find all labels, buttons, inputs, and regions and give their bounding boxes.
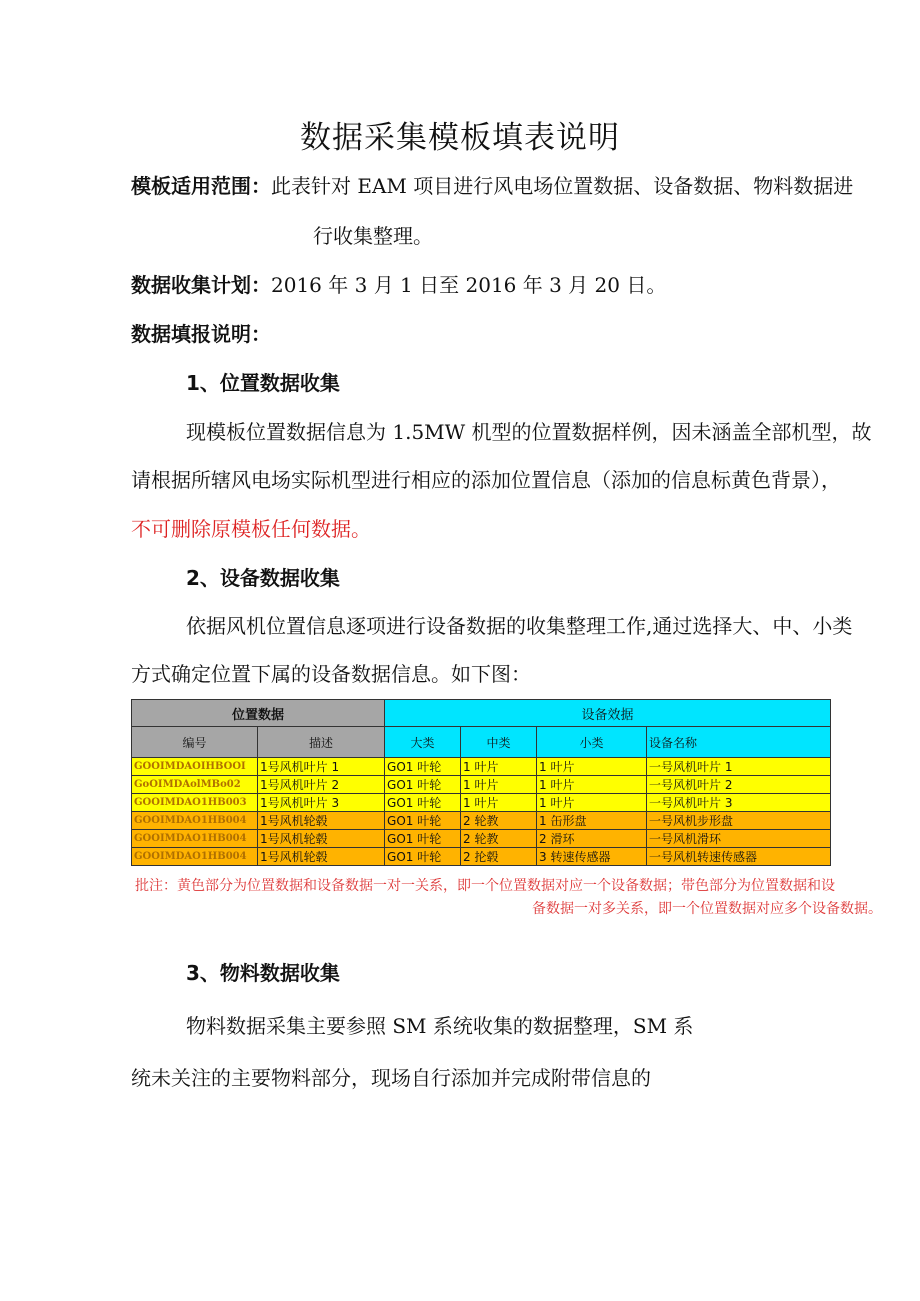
cell-code: GOOIMDAO1HB004 <box>132 812 258 830</box>
section3-heading: 3、物料数据收集 <box>186 961 340 985</box>
cell-name: 一号风机叶片 2 <box>647 776 831 794</box>
cell-big: GO1 叶轮 <box>385 848 461 866</box>
note-line2: 备数据一对多关系，即一个位置数据对应多个设备数据。 <box>532 901 882 917</box>
cell-code: GOOIMDAOIHBOOI <box>132 758 258 776</box>
cell-mid: 1 叶片 <box>461 758 537 776</box>
cell-desc: 1号风机轮毂 <box>258 848 385 866</box>
table-row <box>132 830 831 848</box>
cell-small: 1 叶片 <box>537 758 647 776</box>
scope-line <box>131 174 853 198</box>
cell-small: 1 叶片 <box>537 776 647 794</box>
cell-code: GOOIMDAO1HB004 <box>132 848 258 866</box>
instructions-label: 数据填报说明： <box>131 322 271 346</box>
plan-label: 数据收集计划： <box>131 273 271 297</box>
cell-desc: 1号风机叶片 1 <box>258 758 385 776</box>
table-row <box>132 776 831 794</box>
cell-desc: 1号风机轮毂 <box>258 830 385 848</box>
cell-desc: 1号风机叶片 3 <box>258 794 385 812</box>
table-group-header <box>132 700 831 727</box>
section3-line2: 统未关注的主要物料部分，现场自行添加并完成附带信息的 <box>131 1066 651 1090</box>
note-line1: 批注：黄色部分为位置数据和设备数据一对一关系，即一个位置数据对应一个设备数据；带色部分为位置数据和设 <box>135 878 835 894</box>
cell-mid: 1 叶片 <box>461 794 537 812</box>
table-row <box>132 758 831 776</box>
cell-small: 1 叶片 <box>537 794 647 812</box>
group-equipment: 设备效据 <box>385 700 831 727</box>
table-row <box>132 812 831 830</box>
col-header-code: 编号 <box>132 727 258 758</box>
scope-label: 模板适用范围： <box>131 174 271 198</box>
cell-name: 一号风机叶片 1 <box>647 758 831 776</box>
section1-warning: 不可删除原模板任何数据。 <box>131 517 371 541</box>
group-location: 位置数据 <box>132 700 385 727</box>
section2-line2: 方式确定位置下属的设备数据信息。如下图： <box>131 662 531 686</box>
col-header-small: 小类 <box>537 727 647 758</box>
table-column-header <box>132 727 831 758</box>
cell-big: GO1 叶轮 <box>385 830 461 848</box>
section3-line1: 物料数据采集主要参照 SM 系统收集的数据整理，SM 系 <box>186 1014 694 1038</box>
section2-line1: 依据风机位置信息逐项进行设备数据的收集整理工作,通过选择大、中、小类 <box>186 614 853 638</box>
section1-heading: 1、位置数据收集 <box>186 371 340 395</box>
cell-small: 3 转速传感器 <box>537 848 647 866</box>
cell-code: GoOIMDAolMBo02 <box>132 776 258 794</box>
cell-name: 一号风机滑环 <box>647 830 831 848</box>
col-header-big: 大类 <box>385 727 461 758</box>
cell-mid: 1 叶片 <box>461 776 537 794</box>
cell-mid: 2 抡毂 <box>461 848 537 866</box>
cell-code: GOOIMDAO1HB004 <box>132 830 258 848</box>
scope-text-cont: 行收集整理。 <box>313 224 433 248</box>
scope-text: 此表针对 EAM 项目进行风电场位置数据、设备数据、物料数据进 <box>271 174 854 198</box>
cell-small: 2 滑环 <box>537 830 647 848</box>
table-row <box>132 794 831 812</box>
cell-code: GOOIMDAO1HB003 <box>132 794 258 812</box>
cell-desc: 1号风机叶片 2 <box>258 776 385 794</box>
col-header-desc: 描述 <box>258 727 385 758</box>
cell-name: 一号风机叶片 3 <box>647 794 831 812</box>
cell-big: GO1 叶轮 <box>385 758 461 776</box>
cell-desc: 1号风机轮毂 <box>258 812 385 830</box>
col-header-name: 设备名称 <box>647 727 831 758</box>
section1-line2: 请根据所辖风电场实际机型进行相应的添加位置信息（添加的信息标黄色背景）， <box>131 468 841 492</box>
equipment-table <box>131 699 831 866</box>
cell-big: GO1 叶轮 <box>385 794 461 812</box>
plan-line <box>131 273 666 297</box>
plan-text: 2016 年 3 月 1 日至 2016 年 3 月 20 日。 <box>271 273 667 297</box>
cell-name: 一号风机转速传感器 <box>647 848 831 866</box>
cell-small: 1 缶形盘 <box>537 812 647 830</box>
col-header-mid: 中类 <box>461 727 537 758</box>
section2-heading: 2、设备数据收集 <box>186 566 340 590</box>
cell-mid: 2 轮教 <box>461 830 537 848</box>
cell-mid: 2 轮教 <box>461 812 537 830</box>
table-row <box>132 848 831 866</box>
section1-line1: 现模板位置数据信息为 1.5MW 机型的位置数据样例，因未涵盖全部机型，故 <box>186 420 872 444</box>
cell-name: 一号风机步形盘 <box>647 812 831 830</box>
page-title: 数据采集模板填表说明 <box>300 120 620 156</box>
cell-big: GO1 叶轮 <box>385 776 461 794</box>
cell-big: GO1 叶轮 <box>385 812 461 830</box>
